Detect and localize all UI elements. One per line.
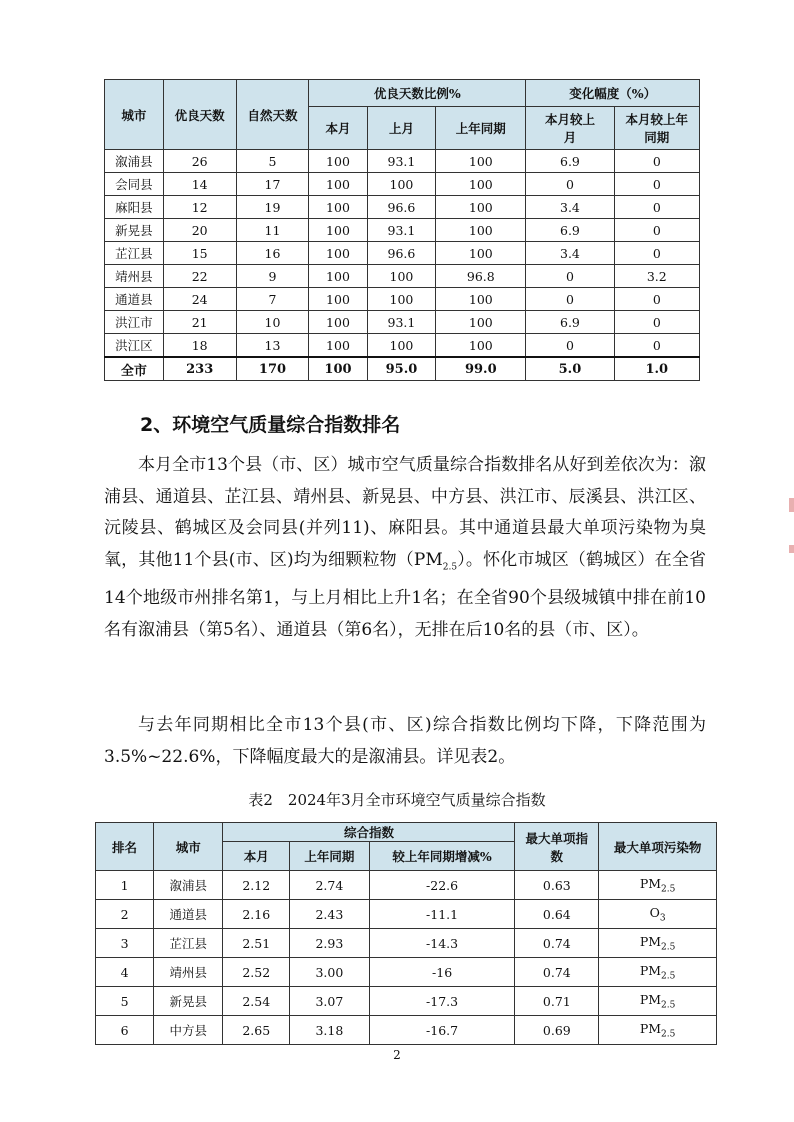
table-row — [105, 219, 700, 242]
table-cell: 96.8 — [436, 265, 526, 288]
table-cell: 100 — [436, 173, 526, 196]
table-cell: 100 — [309, 334, 367, 358]
table-cell: 0 — [526, 173, 614, 196]
table-row — [105, 173, 700, 196]
table-cell: 100 — [436, 242, 526, 265]
table-row — [105, 150, 700, 173]
pollutant-subscript: 2.5 — [661, 971, 676, 982]
table-row — [105, 288, 700, 311]
table-cell: 1.0 — [614, 357, 699, 381]
table-cell: 通道县 — [154, 900, 223, 929]
table-cell: 靖州县 — [154, 958, 223, 987]
table-cell: 100 — [367, 288, 436, 311]
table-cell: 2.93 — [290, 929, 370, 958]
pollutant-cell — [599, 987, 717, 1016]
table-cell: 0 — [614, 311, 699, 334]
table-cell: 100 — [309, 196, 367, 219]
paragraph-text: 与去年同期相比全市13个县(市、区)综合指数比例均下降，下降范围为3.5%~22.6%，下降幅度最大的是溆浦县。详见表2。 — [104, 715, 706, 767]
table-cell: 95.0 — [367, 357, 436, 381]
col-vs-last-month: 本月较上月 — [526, 107, 614, 150]
table-cell: 3.07 — [290, 987, 370, 1016]
table-cell: -16.7 — [369, 1016, 515, 1045]
table-cell: 新晃县 — [105, 219, 164, 242]
table2-caption: 表2 2024年3月全市环境空气质量综合指数 — [248, 791, 546, 809]
table-cell: 通道县 — [105, 288, 164, 311]
col-max-index: 最大单项指数 — [515, 823, 599, 871]
table-cell: 2.51 — [223, 929, 290, 958]
table-cell: 6 — [96, 1016, 154, 1045]
table-row — [96, 871, 717, 900]
table-cell: 3.00 — [290, 958, 370, 987]
table-cell: 233 — [163, 357, 236, 381]
table-cell: 2.52 — [223, 958, 290, 987]
pollutant-name: PM — [639, 1020, 662, 1036]
table-cell: 20 — [163, 219, 236, 242]
table-cell: 2.16 — [223, 900, 290, 929]
table-cell: 16 — [236, 242, 309, 265]
table-row — [105, 357, 700, 381]
table-row — [96, 958, 717, 987]
table-cell: -17.3 — [369, 987, 515, 1016]
col-change: 较上年同期增减% — [369, 842, 515, 871]
pollutant-name: PM — [639, 875, 662, 891]
col-vs-last-year: 本月较上年同期 — [614, 107, 699, 150]
table-cell: 170 — [236, 357, 309, 381]
table-cell: 9 — [236, 265, 309, 288]
table-row — [96, 929, 717, 958]
col-max-pollutant: 最大单项污染物 — [599, 823, 717, 871]
col-ratio-group: 优良天数比例% — [309, 80, 526, 107]
paragraph-text-b: ）。怀化市城区（鹤城区）在全省14个地级市州排名第1，与上月相比上升1名；在全省90个县级城镇中排在前10名有溆浦县（第5名）、通道县（第6名），无排在后10名的县（市、区）。 — [104, 549, 707, 640]
table-cell: 0 — [614, 288, 699, 311]
table-cell: 24 — [163, 288, 236, 311]
table-cell: 4 — [96, 958, 154, 987]
table-cell: 21 — [163, 311, 236, 334]
col-last-year: 上年同期 — [436, 107, 526, 150]
section-heading: 2、环境空气质量综合指数排名 — [140, 414, 401, 436]
pollutant-cell — [599, 929, 717, 958]
table-cell: 5 — [96, 987, 154, 1016]
table-cell: 6.9 — [526, 311, 614, 334]
col-this-month: 本月 — [309, 107, 367, 150]
composite-index-table — [95, 822, 717, 1045]
table-cell: 100 — [436, 334, 526, 358]
table-cell: 0 — [614, 242, 699, 265]
table-cell: 2.65 — [223, 1016, 290, 1045]
table-cell: 0 — [614, 334, 699, 358]
table-cell: 100 — [436, 288, 526, 311]
table-cell: 0 — [526, 288, 614, 311]
table-cell: 100 — [309, 357, 367, 381]
table-cell: -14.3 — [369, 929, 515, 958]
table-cell: 100 — [309, 311, 367, 334]
table-row — [105, 242, 700, 265]
col-last-month: 上月 — [367, 107, 436, 150]
scan-edge-mark — [789, 498, 794, 512]
table-cell: 93.1 — [367, 150, 436, 173]
table-cell: 3.18 — [290, 1016, 370, 1045]
col-natural-days: 自然天数 — [236, 80, 309, 150]
table-cell: 11 — [236, 219, 309, 242]
table-cell: 93.1 — [367, 219, 436, 242]
table-cell: -16 — [369, 958, 515, 987]
table-cell: 3.2 — [614, 265, 699, 288]
table-cell: 10 — [236, 311, 309, 334]
table-cell: 100 — [309, 150, 367, 173]
table-cell: 22 — [163, 265, 236, 288]
table-cell: 0.71 — [515, 987, 599, 1016]
table-row — [105, 311, 700, 334]
table-cell: 2 — [96, 900, 154, 929]
table-cell: 芷江县 — [154, 929, 223, 958]
pollutant-name: O — [649, 904, 660, 920]
table-cell: 17 — [236, 173, 309, 196]
col-index-group: 综合指数 — [223, 823, 515, 842]
table-cell: 5 — [236, 150, 309, 173]
table-row — [96, 900, 717, 929]
table-cell: 12 — [163, 196, 236, 219]
table-cell: 3.4 — [526, 242, 614, 265]
table-cell: -22.6 — [369, 871, 515, 900]
table-row — [105, 265, 700, 288]
table-cell: 洪江区 — [105, 334, 164, 358]
table-cell: 0.69 — [515, 1016, 599, 1045]
ranking-paragraph — [104, 450, 706, 646]
page-number: 2 — [393, 1048, 401, 1062]
table-row — [105, 334, 700, 358]
table-cell: 0 — [526, 334, 614, 358]
table-cell: 100 — [309, 242, 367, 265]
pollutant-subscript: 2.5 — [661, 1000, 676, 1011]
table-cell: 96.6 — [367, 196, 436, 219]
pollutant-name: PM — [639, 991, 662, 1007]
pollutant-subscript: 2.5 — [661, 1029, 676, 1040]
table-cell: 2.54 — [223, 987, 290, 1016]
table-cell: 100 — [309, 173, 367, 196]
paragraph-subscript: 2.5 — [442, 561, 458, 572]
good-days-table — [104, 79, 700, 381]
table-cell: 96.6 — [367, 242, 436, 265]
table-cell: 18 — [163, 334, 236, 358]
col-city: 城市 — [105, 80, 164, 150]
pollutant-name: PM — [639, 933, 662, 949]
paragraph-text-a: 本月全市13个县（市、区）城市空气质量综合指数排名从好到差依次为：溆浦县、通道县、芷江县、靖州县、新晃县、中方县、洪江市、辰溪县、洪江区、沅陵县、鹤城区及会同县(并列11)、麻阳县。其中通道县最大单项污染物为臭氧，其他11个县(市、区)均为细颗粒物（PM — [104, 455, 706, 570]
table-cell: 100 — [436, 196, 526, 219]
pollutant-subscript: 2.5 — [661, 884, 676, 895]
table-cell: 0 — [614, 173, 699, 196]
comparison-paragraph — [104, 710, 706, 773]
table-cell: 93.1 — [367, 311, 436, 334]
pollutant-subscript: 3 — [659, 913, 666, 924]
table-cell: 溆浦县 — [154, 871, 223, 900]
pollutant-name: PM — [639, 962, 662, 978]
table-cell: 100 — [436, 219, 526, 242]
table-cell: 中方县 — [154, 1016, 223, 1045]
table-cell: 3 — [96, 929, 154, 958]
table-cell: 0 — [614, 219, 699, 242]
table-cell: 麻阳县 — [105, 196, 164, 219]
table-cell: 15 — [163, 242, 236, 265]
pollutant-cell — [599, 871, 717, 900]
col-city: 城市 — [154, 823, 223, 871]
table-cell: 溆浦县 — [105, 150, 164, 173]
table-row — [105, 196, 700, 219]
table-cell: 3.4 — [526, 196, 614, 219]
table-cell: 100 — [367, 265, 436, 288]
pollutant-cell — [599, 958, 717, 987]
table-cell: 6.9 — [526, 219, 614, 242]
col-rank: 排名 — [96, 823, 154, 871]
table-cell: -11.1 — [369, 900, 515, 929]
table-cell: 100 — [367, 173, 436, 196]
table-cell: 全市 — [105, 357, 164, 381]
table-cell: 100 — [309, 265, 367, 288]
table-cell: 0 — [526, 265, 614, 288]
table-cell: 7 — [236, 288, 309, 311]
table-cell: 0 — [614, 196, 699, 219]
col-this-month: 本月 — [223, 842, 290, 871]
table-cell: 0.74 — [515, 929, 599, 958]
table-row — [96, 1016, 717, 1045]
table-cell: 100 — [309, 219, 367, 242]
table-cell: 6.9 — [526, 150, 614, 173]
table-cell: 26 — [163, 150, 236, 173]
table-cell: 1 — [96, 871, 154, 900]
table-cell: 0 — [614, 150, 699, 173]
table-cell: 新晃县 — [154, 987, 223, 1016]
pollutant-cell — [599, 900, 717, 929]
table-cell: 13 — [236, 334, 309, 358]
table-cell: 5.0 — [526, 357, 614, 381]
table-cell: 100 — [436, 150, 526, 173]
col-change-group: 变化幅度（%） — [526, 80, 700, 107]
table-cell: 100 — [367, 334, 436, 358]
table-cell: 0.74 — [515, 958, 599, 987]
table-cell: 99.0 — [436, 357, 526, 381]
table-cell: 2.43 — [290, 900, 370, 929]
col-last-year: 上年同期 — [290, 842, 370, 871]
table-cell: 0.64 — [515, 900, 599, 929]
pollutant-cell — [599, 1016, 717, 1045]
table-cell: 100 — [436, 311, 526, 334]
table-cell: 0.63 — [515, 871, 599, 900]
table-cell: 2.74 — [290, 871, 370, 900]
table-cell: 2.12 — [223, 871, 290, 900]
table-cell: 14 — [163, 173, 236, 196]
col-good-days: 优良天数 — [163, 80, 236, 150]
table-cell: 会同县 — [105, 173, 164, 196]
table-cell: 100 — [309, 288, 367, 311]
table-cell: 洪江市 — [105, 311, 164, 334]
table-cell: 芷江县 — [105, 242, 164, 265]
table-cell: 靖州县 — [105, 265, 164, 288]
table-row — [96, 987, 717, 1016]
scan-edge-mark — [789, 545, 794, 553]
pollutant-subscript: 2.5 — [661, 942, 676, 953]
table-cell: 19 — [236, 196, 309, 219]
